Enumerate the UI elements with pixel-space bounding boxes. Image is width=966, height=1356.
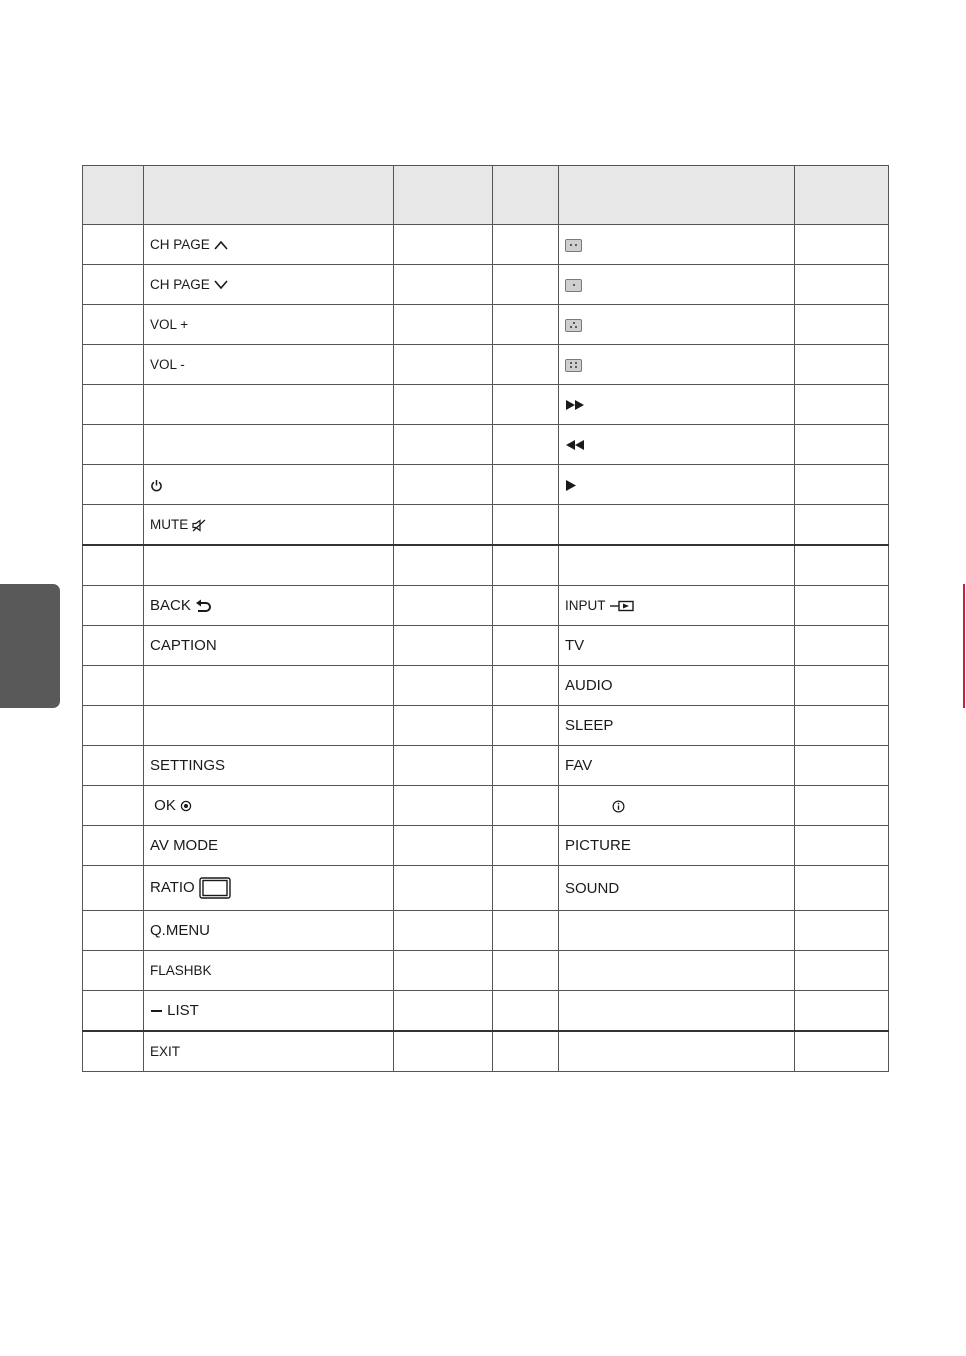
fast-forward-icon	[565, 399, 585, 411]
code-cell	[394, 706, 493, 746]
code-cell	[795, 746, 889, 786]
code-cell	[493, 706, 559, 746]
key-name-cell: PICTURE	[559, 826, 795, 866]
key-name-cell	[559, 951, 795, 991]
key-name-cell: OK	[144, 786, 394, 826]
code-cell	[493, 911, 559, 951]
key-name-cell	[559, 786, 795, 826]
table-row	[83, 1031, 889, 1072]
power-icon	[150, 479, 163, 492]
key-label: CH PAGE	[150, 277, 210, 292]
code-cell	[394, 991, 493, 1032]
code-cell	[394, 786, 493, 826]
code-cell	[795, 586, 889, 626]
key-name-cell	[559, 225, 795, 265]
code-cell	[394, 1031, 493, 1072]
code-cell	[795, 225, 889, 265]
code-cell	[493, 786, 559, 826]
code-cell	[394, 951, 493, 991]
key-name-cell	[144, 545, 394, 586]
key-name-cell	[144, 425, 394, 465]
chevron-up-icon	[214, 240, 228, 250]
header-cell	[493, 166, 559, 225]
red-button-icon	[565, 239, 582, 252]
key-name-cell: MUTE	[144, 505, 394, 546]
code-cell	[394, 225, 493, 265]
play-icon	[565, 479, 577, 492]
code-cell	[394, 666, 493, 706]
table-row	[83, 465, 889, 505]
key-name-cell: AUDIO	[559, 666, 795, 706]
table-row	[83, 951, 889, 991]
key-name-cell	[559, 305, 795, 345]
code-cell	[493, 626, 559, 666]
key-name-cell	[144, 666, 394, 706]
table-row	[83, 706, 889, 746]
key-name-cell	[144, 225, 394, 265]
chevron-down-icon	[214, 280, 228, 290]
table-row	[83, 586, 889, 626]
code-cell	[83, 385, 144, 425]
key-name-cell	[559, 425, 795, 465]
code-cell	[83, 305, 144, 345]
header-cell	[795, 166, 889, 225]
code-cell	[83, 746, 144, 786]
key-name-cell: SETTINGS	[144, 746, 394, 786]
table-row	[83, 425, 889, 465]
code-cell	[83, 706, 144, 746]
key-name-cell: EXIT	[144, 1031, 394, 1072]
table-row	[83, 626, 889, 666]
code-cell	[83, 911, 144, 951]
code-cell	[394, 586, 493, 626]
dash-icon	[150, 1007, 163, 1015]
table-header-row	[83, 166, 889, 225]
key-name-cell: BACK	[144, 586, 394, 626]
table-row	[83, 505, 889, 546]
key-name-cell: INPUT	[559, 586, 795, 626]
code-cell	[493, 866, 559, 911]
code-cell	[394, 545, 493, 586]
code-cell	[795, 666, 889, 706]
code-cell	[795, 345, 889, 385]
code-cell	[83, 586, 144, 626]
code-cell	[493, 385, 559, 425]
code-cell	[83, 465, 144, 505]
code-cell	[83, 545, 144, 586]
key-name-cell: TV	[559, 626, 795, 666]
code-cell	[493, 545, 559, 586]
code-cell	[394, 911, 493, 951]
code-cell	[795, 545, 889, 586]
code-cell	[83, 1031, 144, 1072]
code-cell	[83, 866, 144, 911]
code-cell	[394, 626, 493, 666]
code-cell	[795, 265, 889, 305]
key-name-cell	[559, 465, 795, 505]
code-cell	[795, 786, 889, 826]
key-name-cell	[559, 265, 795, 305]
key-name-cell: SLEEP	[559, 706, 795, 746]
info-icon	[612, 800, 625, 813]
key-name-cell: CAPTION	[144, 626, 394, 666]
table-row	[83, 385, 889, 425]
code-cell	[394, 465, 493, 505]
code-cell	[493, 505, 559, 546]
code-cell	[795, 505, 889, 546]
code-cell	[83, 826, 144, 866]
key-name-cell	[559, 505, 795, 546]
key-name-cell: VOL +	[144, 305, 394, 345]
code-cell	[795, 385, 889, 425]
green-button-icon	[565, 279, 582, 292]
key-name-cell: Q.MENU	[144, 911, 394, 951]
code-cell	[795, 951, 889, 991]
code-cell	[83, 666, 144, 706]
key-name-cell	[559, 345, 795, 385]
code-cell	[83, 786, 144, 826]
code-cell	[83, 991, 144, 1032]
code-cell	[493, 1031, 559, 1072]
key-name-cell	[559, 545, 795, 586]
code-cell	[493, 305, 559, 345]
code-cell	[83, 626, 144, 666]
key-name-cell: VOL -	[144, 345, 394, 385]
code-cell	[83, 265, 144, 305]
code-cell	[795, 425, 889, 465]
table-row	[83, 265, 889, 305]
table-row	[83, 826, 889, 866]
table-row	[83, 746, 889, 786]
code-cell	[493, 465, 559, 505]
code-cell	[795, 706, 889, 746]
ratio-screen-icon	[199, 876, 231, 900]
table-row	[83, 545, 889, 586]
code-cell	[493, 951, 559, 991]
code-cell	[795, 465, 889, 505]
code-cell	[394, 746, 493, 786]
page-edge-accent	[963, 584, 965, 708]
mute-icon	[192, 519, 206, 532]
code-cell	[394, 305, 493, 345]
key-label: CH PAGE	[150, 237, 210, 252]
ok-dot-icon	[180, 800, 192, 812]
code-cell	[795, 1031, 889, 1072]
chapter-side-tab	[0, 584, 60, 708]
code-cell	[493, 265, 559, 305]
remote-key-code-table	[82, 165, 889, 1072]
code-cell	[394, 866, 493, 911]
key-name-cell: FLASHBK	[144, 951, 394, 991]
key-name-cell: RATIO	[144, 866, 394, 911]
key-name-cell	[144, 465, 394, 505]
code-cell	[493, 826, 559, 866]
key-name-cell	[144, 265, 394, 305]
code-cell	[493, 225, 559, 265]
code-cell	[394, 505, 493, 546]
code-cell	[493, 425, 559, 465]
blue-button-icon	[565, 359, 582, 372]
code-cell	[83, 951, 144, 991]
table-row	[83, 786, 889, 826]
table-row	[83, 911, 889, 951]
key-name-cell	[559, 385, 795, 425]
key-name-cell	[559, 991, 795, 1032]
key-name-cell: FAV	[559, 746, 795, 786]
code-cell	[83, 345, 144, 385]
code-cell	[83, 505, 144, 546]
header-cell	[559, 166, 795, 225]
code-cell	[795, 991, 889, 1032]
table-row	[83, 345, 889, 385]
code-cell	[493, 666, 559, 706]
key-name-cell	[144, 385, 394, 425]
code-cell	[493, 991, 559, 1032]
key-name-cell	[144, 706, 394, 746]
code-cell	[394, 265, 493, 305]
table-row	[83, 666, 889, 706]
code-cell	[795, 826, 889, 866]
code-cell	[394, 425, 493, 465]
key-name-cell	[559, 1031, 795, 1072]
code-cell	[493, 746, 559, 786]
code-cell	[493, 345, 559, 385]
back-arrow-icon	[195, 599, 211, 613]
code-cell	[83, 225, 144, 265]
key-name-cell: AV MODE	[144, 826, 394, 866]
table-row	[83, 991, 889, 1032]
code-cell	[795, 626, 889, 666]
yellow-button-icon	[565, 319, 582, 332]
rewind-icon	[565, 439, 585, 451]
input-icon	[609, 600, 635, 612]
code-cell	[394, 385, 493, 425]
code-cell	[795, 866, 889, 911]
key-name-cell: SOUND	[559, 866, 795, 911]
header-cell	[83, 166, 144, 225]
key-name-cell	[559, 911, 795, 951]
key-name-cell: LIST	[144, 991, 394, 1032]
code-cell	[493, 586, 559, 626]
table-row	[83, 225, 889, 265]
code-cell	[394, 826, 493, 866]
header-cell	[144, 166, 394, 225]
code-cell	[795, 911, 889, 951]
table-row	[83, 305, 889, 345]
code-cell	[394, 345, 493, 385]
code-cell	[795, 305, 889, 345]
code-cell	[83, 425, 144, 465]
header-cell	[394, 166, 493, 225]
table-row	[83, 866, 889, 911]
